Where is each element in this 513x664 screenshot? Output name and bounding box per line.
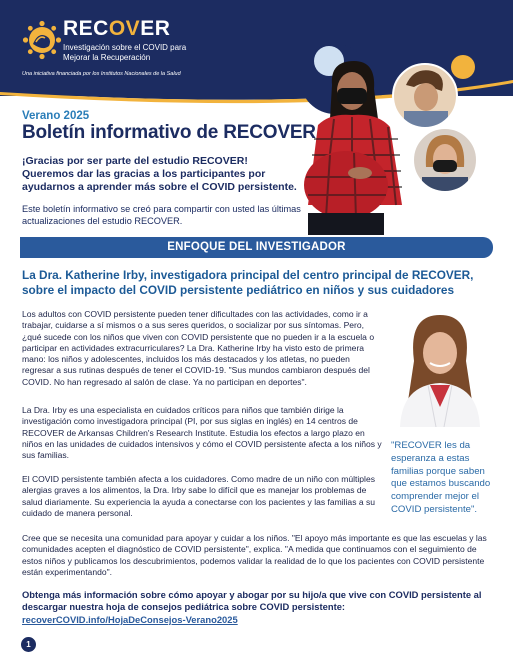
logo-suffix: ER: [140, 17, 171, 40]
article-paragraph-1: Los adultos con COVID persistente pueden tener dificultades con las actividades, como ir a trabajar, cuidarse a sí mismos o a sus seres queridos, o socializar por sus síntomas. Pero, ¿qué sucede con los niños que viven con COVID persistente que no pueden ir a la escuela o participar en actividades extracurriculares? La Dra. Katherine Irby ha visto esto de primera mano: los niños y adolescentes, incluidos los más destacados y los atletas, no pueden regresar a sus rutinas después de tener el COVID-19. "Sus mundos cambiaron después del COVID. No han regresado al salón de clase. Ya no participan en deportes".: [22, 309, 375, 387]
intro-text: Este boletín informativo se creó para compartir con usted las últimas actualizaciones del estudio RECOVER.: [22, 204, 301, 226]
article-paragraph-3: El COVID persistente también afecta a los cuidadores. Como madre de un niño con múltiples alergias graves a los alimentos, la Dra. Irby sabe lo difícil que es manejar los problemas de salud diariamente. Su experiencia la ayuda a conectarse con los pacientes y las familias a su cuidado de manera personal.: [22, 474, 375, 518]
article-paragraph-2: La Dra. Irby es una especialista en cuidados críticos para niños que también dirige la investigación como investigadora principal (PI, por sus siglas en inglés) en 14 centros de RECOVER de Arkansas Children's Research Institute. Estudia los efectos a largo plazo en niños en las unidades de cuidados intensivos y cómo el COVID persistente afecta a los niños y sus familias.: [22, 405, 382, 461]
page-title: Boletín informativo de RECOVER: [22, 122, 316, 143]
article-headline: La Dra. Katherine Irby, investigadora principal del centro principal de RECOVER, sobre el impacto del COVID persistente pediátrico en niños y sus cuidadores: [22, 268, 474, 297]
issue-season: Verano 2025: [22, 110, 90, 122]
call-to-action-text: Obtenga más información sobre cómo apoyar y abogar por su hijo/a que vive con COVID persistente al descargar nuestra hoja de consejos pediátrica sobre COVID persistente:: [22, 589, 482, 612]
logo-subtitle: Investigación sobre el COVID para Mejorar la Recuperación: [63, 43, 187, 62]
photo-pregnant-woman: [290, 55, 415, 235]
thank-you-message: ¡Gracias por ser parte del estudio RECOVER! Queremos dar las gracias a los participantes por ayudarnos a aprender más sobre el COVID persistente.: [22, 155, 297, 193]
article-paragraph-4: Cree que se necesita una comunidad para apoyar y cuidar a los niños. "El apoyo más importante es que las escuelas y las comunidades acepten el diagnóstico de COVID persistente", explica. "A medida que continuamos con el seguimiento de estos niños y publicamos los descubrimientos, podemos validar la realidad de lo que los pacientes con COVID persistente están experimentando".: [22, 533, 487, 577]
funding-line: Una iniciativa financiada por los Institutos Nacionales de la Salud: [22, 71, 181, 77]
photo-dr-irby: [392, 309, 488, 427]
logo-prefix: REC: [63, 17, 109, 40]
logo-highlight: OV: [108, 17, 141, 40]
recover-logo-icon: [22, 20, 62, 60]
logo-wordmark: [63, 18, 170, 40]
pull-quote: "RECOVER les da esperanza a estas familias porque saben que estamos buscando comprender mejor el COVID persistente".: [391, 440, 491, 515]
tip-sheet-link[interactable]: recoverCOVID.info/HojaDeConsejos-Verano2025: [22, 614, 238, 625]
photo-masked-woman: [412, 127, 478, 193]
page-number-badge: 1: [21, 637, 36, 652]
section-header-bar: ENFOQUE DEL INVESTIGADOR: [20, 237, 493, 258]
